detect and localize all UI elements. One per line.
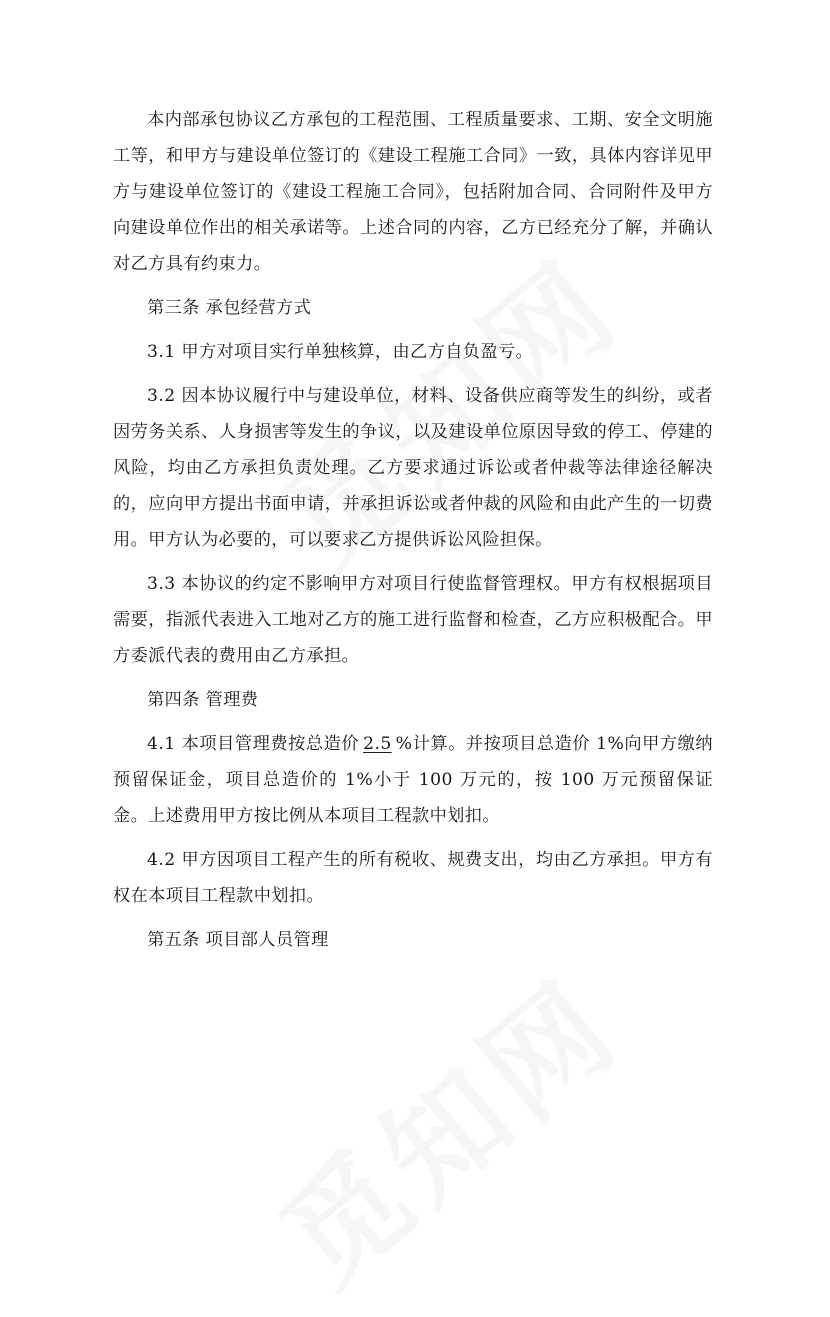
clause-3-1: 3.1 甲方对项目实行单独核算，由乙方自负盈亏。 (147, 342, 534, 362)
management-fee-rate: 2.5 (363, 734, 392, 754)
clause-4-1-text-a: 4.1 本项目管理费按总造价 (147, 734, 360, 754)
clause-3-2: 3.2 因本协议履行中与建设单位，材料、设备供应商等发生的纠纷，或者因劳务关系、人身损害等发生的争议，以及建设单位原因导致的停工、停建的风险，均由乙方承担负责处理。乙方要求通过诉讼或者仲裁等法律途径解决的，应向甲方提出书面申请，并承担诉讼或者仲裁的风险和由此产生的一切费用。甲方认为必要的，可以要求乙方提供诉讼风险担保。 (113, 386, 713, 550)
clause-4-2: 4.2 甲方因项目工程产生的所有税收、规费支出，均由乙方承担。甲方有权在本项目工程款中划扣。 (113, 850, 713, 906)
document-page (113, 102, 713, 958)
clause-4-1-text-b: %计算。并按项目总造价 1%向甲方缴纳预留保证金，项目总造价的 1%小于 100 万元的，按 100 万元预留保证金。上述费用甲方按比例从本项目工程款中划扣。 (113, 734, 713, 826)
clause-4-1 (113, 726, 713, 834)
article-5-heading: 第五条 项目部人员管理 (147, 930, 329, 950)
clause-3-3: 3.3 本协议的约定不影响甲方对项目行使监督管理权。甲方有权根据项目需要，指派代表进入工地对乙方的施工进行监督和检查，乙方应积极配合。甲方委派代表的费用由乙方承担。 (113, 574, 713, 666)
article-3-heading: 第三条 承包经营方式 (147, 298, 312, 318)
paragraph-scope: 本内部承包协议乙方承包的工程范围、工程质量要求、工期、安全文明施工等，和甲方与建设单位签订的《建设工程施工合同》一致，具体内容详见甲方与建设单位签订的《建设工程施工合同》，包括附加合同、合同附件及甲方向建设单位作出的相关承诺等。上述合同的内容，乙方已经充分了解，并确认对乙方具有约束力。 (113, 110, 713, 274)
article-4-heading: 第四条 管理费 (147, 690, 259, 710)
watermark (240, 935, 649, 1317)
